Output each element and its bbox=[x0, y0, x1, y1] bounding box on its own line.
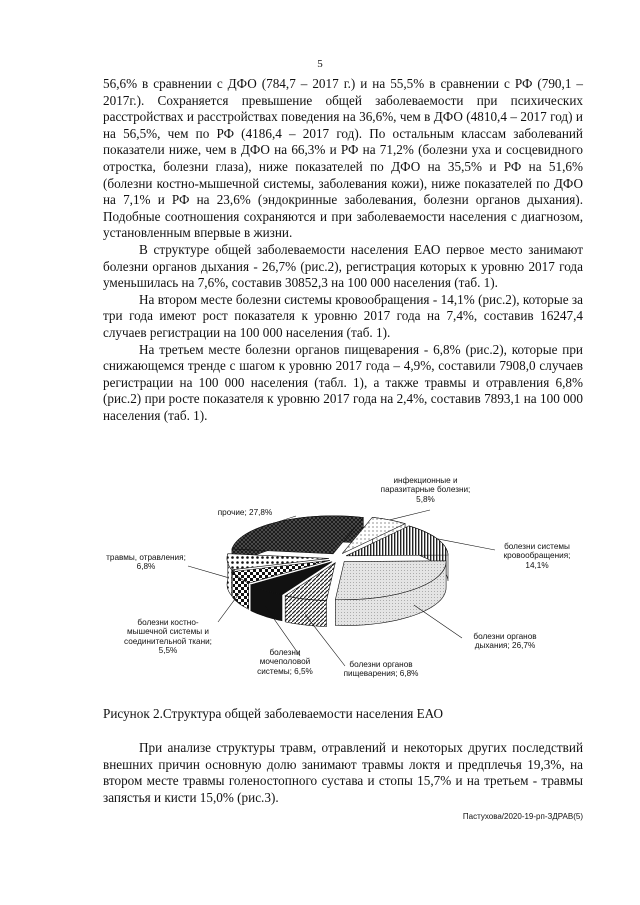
paragraph-1: 56,6% в сравнении с ДФО (784,7 – 2017 г.) и на 55,5% в сравнении с РФ (790,1 – 2017г.). Сохраняется превышение общей заболеваемости при психических расстройствах и расстройствах поведения на 36,6%, чем в ДФО (4810,4 – 2017 год) и на 56,5%, чем по РФ (4186,4 – 2017 год). По остальным классам заболеваний показатели ниже, чем в ДФО на 66,3% и РФ на 71,2% (болезни уха и сосцевидного отростка, болезни глаза), ниже показателей по ДФО на 35,5% и РФ на 51,6% (болезни костно-мышечной системы, заболевания кожи), ниже показателей по ДФО на 7,1% и РФ на 23,6% (эндокринные заболевания, болезни органов дыхания). Подобные соотношения сохраняются и при заболеваемости населения с диагнозом, установленным впервые в жизни. bbox=[103, 76, 583, 241]
label-other: прочие; 27,8% bbox=[217, 508, 273, 517]
paragraph-4: На третьем месте болезни органов пищеварения - 6,8% (рис.2), которые при снижающемся тренде с шагом к уровню 2017 года – 4,9%, составили 7908,0 случаев регистрации на 100 000 населения (табл. 1), а также травмы и отравления 6,8% (рис.2) при росте показателя к уровню 2017 года на 2,4%, составив 7893,1 на 100 000 населения (таб. 1). bbox=[103, 341, 583, 423]
label-musculoskeletal: болезни костно-мышечной системы и соединительной ткани; 5,5% bbox=[124, 618, 212, 656]
figure-caption: Рисунок 2.Структура общей заболеваемости населения ЕАО bbox=[103, 706, 444, 721]
label-injuries: травмы, отравления; 6,8% bbox=[106, 553, 186, 572]
pie-tops bbox=[227, 516, 448, 601]
leader-line-5 bbox=[218, 593, 239, 622]
closing-paragraph: При анализе структуры травм, отравлений и некоторых других последствий внешних причин основную долю занимают травмы локтя и предплечья 19,3%, на втором месте травмы голеностопного сустава и стопы 15,7% и на третьем - травмы запястья и кисти 15,0% (рис.3). bbox=[103, 740, 583, 805]
footer-reference: Пастухова/2020-19-рп-ЗДРАВ(5) bbox=[462, 812, 583, 821]
page-number: 5 bbox=[317, 58, 323, 70]
body-text-top bbox=[103, 76, 583, 424]
label-infectious: инфекционные и паразитарные болезни; 5,8% bbox=[380, 476, 471, 504]
leader-line-2 bbox=[414, 605, 462, 638]
leader-line-6 bbox=[188, 566, 227, 577]
pie-slice-7 bbox=[232, 516, 363, 554]
label-respiratory: болезни органов дыхания; 26,7% bbox=[473, 632, 537, 651]
label-digestive: болезни органов пищеварения; 6,8% bbox=[343, 660, 419, 679]
pie-chart bbox=[100, 470, 580, 695]
label-urogenital: болезни мочеполовой системы; 6,5% bbox=[257, 648, 313, 676]
paragraph-2: В структуре общей заболеваемости населения ЕАО первое место занимают болезни органов дыхания - 26,7% (рис.2), регистрация которых к уровню 2017 года уменьшилась на 7,6%, составив 30852,3 на 100 000 населения (таб. 1). bbox=[103, 241, 583, 291]
leader-line-0 bbox=[390, 510, 431, 520]
label-circulatory: болезни системы кровообращения; 14,1% bbox=[503, 542, 571, 570]
paragraph-3: На втором месте болезни системы кровообращения - 14,1% (рис.2), которые за три года имеют рост показателя к уровню 2017 года на 7,4%, составив 16247,4 случаев регистрации на 100 000 населения (таб. 1). bbox=[103, 291, 583, 340]
